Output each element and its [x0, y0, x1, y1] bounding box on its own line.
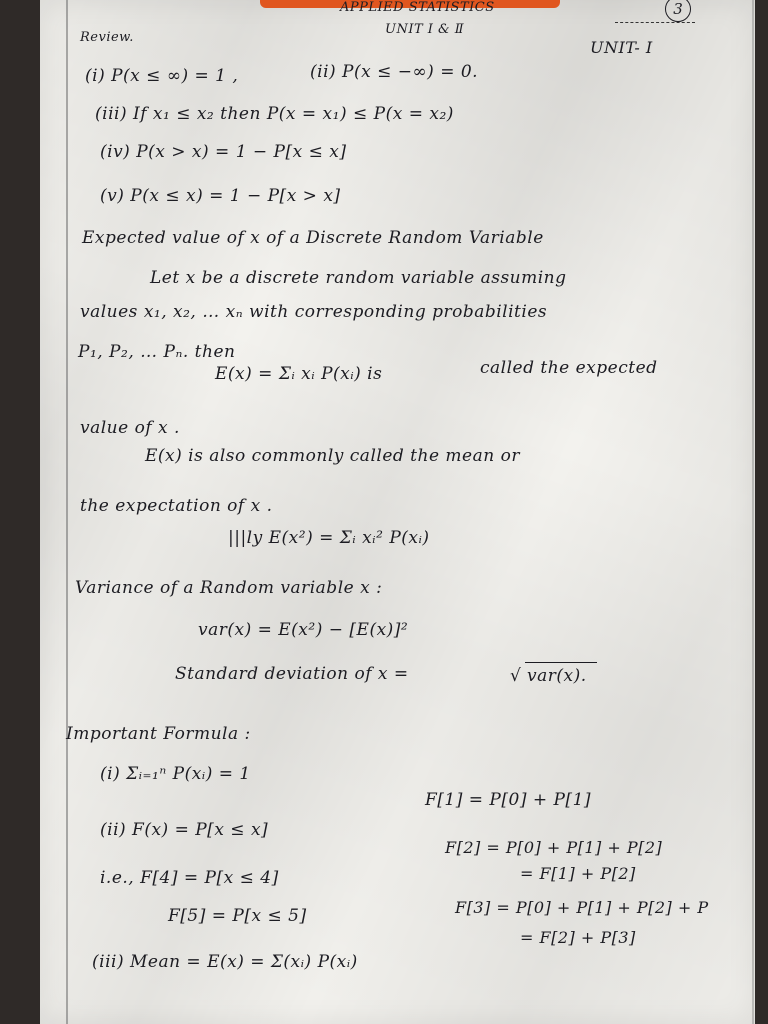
expected-line-2: values x₁, x₂, … xₙ with corresponding probabilities [80, 302, 548, 322]
review-note: Review. [80, 30, 134, 45]
important-heading: Important Formula : [66, 724, 251, 744]
unit-heading: UNIT- I [590, 38, 653, 57]
expected-also-2: the expectation of x . [80, 496, 273, 516]
formula-2-example-1: i.e., F[4] = P[x ≤ 4] [100, 868, 279, 888]
expected-heading: Expected value of x of a Discrete Random Variable [82, 228, 544, 248]
variance-formula: var(x) = E(x²) − [E(x)]² [198, 620, 409, 640]
header-dash [615, 22, 695, 23]
property-5: (v) P(x ≤ x) = 1 − P[x > x] [100, 186, 341, 206]
formula-3: (iii) Mean = E(x) = Σ(xᵢ) P(xᵢ) [92, 952, 358, 972]
property-3: (iii) If x₁ ≤ x₂ then P(x = x₁) ≤ P(x = x₂) [95, 104, 454, 124]
right-margin-line [752, 0, 754, 1024]
expected-called: called the expected [480, 358, 658, 378]
expected-formula: E(x) = Σᵢ xᵢ P(xᵢ) is [215, 364, 383, 384]
sqrt-sign: √ [510, 666, 522, 686]
sqrt-bar [525, 662, 597, 663]
formula-2: (ii) F(x) = P[x ≤ x] [100, 820, 269, 840]
expected-line-3: P₁, P₂, … Pₙ. then [78, 342, 236, 362]
cdf-row-5: = F[2] + P[3] [520, 928, 636, 947]
cdf-row-3: = F[1] + P[2] [520, 864, 636, 883]
sd-label: Standard deviation of x = [175, 664, 409, 684]
page-number: 3 [665, 0, 691, 22]
property-4: (iv) P(x > x) = 1 − P[x ≤ x] [100, 142, 347, 162]
cdf-row-1: F[1] = P[0] + P[1] [425, 790, 592, 810]
expected-also-1: E(x) is also commonly called the mean or [145, 446, 520, 466]
expected-value-of: value of x . [80, 418, 180, 438]
expected-x-squared: |||ly E(x²) = Σᵢ xᵢ² P(xᵢ) [228, 528, 430, 548]
margin-line [66, 0, 68, 1024]
formula-2-example-2: F[5] = P[x ≤ 5] [168, 906, 307, 926]
property-1: (i) P(x ≤ ∞) = 1 , [85, 66, 239, 86]
cdf-row-4: F[3] = P[0] + P[1] + P[2] + P [455, 898, 709, 917]
formula-1: (i) Σᵢ₌₁ⁿ P(xᵢ) = 1 [100, 764, 251, 784]
sd-value: var(x). [527, 666, 587, 686]
variance-heading: Variance of a Random variable x : [75, 578, 383, 598]
unit-label: UNIT Ⅰ & Ⅱ [385, 22, 465, 37]
cdf-row-2: F[2] = P[0] + P[1] + P[2] [445, 838, 663, 857]
expected-line-1: Let x be a discrete random variable assuming [150, 268, 567, 288]
property-2: (ii) P(x ≤ −∞) = 0. [310, 62, 479, 82]
subject-title: APPLIED STATISTICS [340, 0, 495, 15]
